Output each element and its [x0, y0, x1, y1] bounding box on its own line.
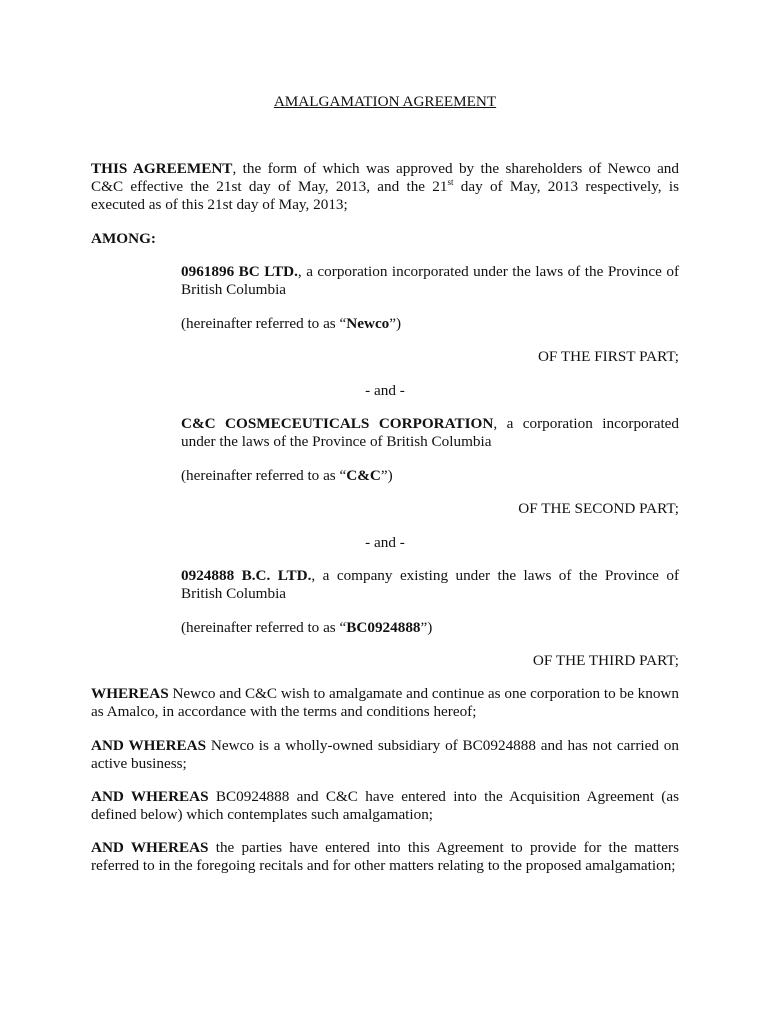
recital-paragraph: AND WHEREAS Newco is a wholly-owned subsidiary of BC0924888 and has not carried on active business;	[91, 737, 679, 772]
party-description: 0961896 BC LTD., a corporation incorporated under the laws of the Province of British Columbia	[181, 263, 679, 298]
recital-paragraph: AND WHEREAS BC0924888 and C&C have entered into the Acquisition Agreement (as defined below) which contemplates such amalgamation;	[91, 788, 679, 823]
party-part-label: OF THE THIRD PART;	[532, 652, 679, 669]
intro-text: , the form of which was approved by the shareholders of Newco and C&C effective the 21st day of May, 2013, and the 21	[91, 160, 679, 195]
party-reference: (hereinafter referred to as “BC0924888”)	[181, 619, 433, 636]
party-name: C&C COSMECEUTICALS CORPORATION	[181, 415, 494, 432]
party-name: 0961896 BC LTD.	[181, 263, 298, 280]
party-reference: (hereinafter referred to as “C&C”)	[181, 467, 393, 484]
recital-lead: AND WHEREAS	[91, 839, 209, 856]
intro-lead: THIS AGREEMENT	[91, 160, 233, 177]
party-short-name: BC0924888	[346, 619, 421, 636]
recital-lead: AND WHEREAS	[91, 737, 207, 754]
recital-paragraph: AND WHEREAS the parties have entered into this Agreement to provide for the matters referred to in the foregoing recitals and for other matters relating to the proposed amalgamation;	[91, 839, 679, 874]
party-description: C&C COSMECEUTICALS CORPORATION, a corporation incorporated under the laws of the Province of British Columbia	[181, 415, 679, 450]
among-label: AMONG:	[91, 230, 156, 247]
ordinal-suffix: st	[447, 177, 454, 187]
recital-lead: WHEREAS	[91, 685, 169, 702]
party-short-name: C&C	[346, 467, 381, 484]
page-title: AMALGAMATION AGREEMENT	[273, 93, 497, 110]
intro-paragraph	[91, 160, 679, 214]
recital-paragraph: WHEREAS Newco and C&C wish to amalgamate and continue as one corporation to be known as Amalco, in accordance with the terms and conditions hereof;	[91, 685, 679, 720]
party-reference: (hereinafter referred to as “Newco”)	[181, 315, 402, 332]
recital-lead: AND WHEREAS	[91, 788, 209, 805]
party-part-label: OF THE SECOND PART;	[518, 500, 679, 517]
party-part-label: OF THE FIRST PART;	[537, 348, 679, 365]
party-short-name: Newco	[346, 315, 390, 332]
separator-and: - and -	[365, 382, 405, 399]
intro-text-continued: day of May, 2013 respectively, is executed as of this 21st day of May, 2013;	[91, 178, 679, 213]
party-description: 0924888 B.C. LTD., a company existing under the laws of the Province of British Columbia	[181, 567, 679, 602]
separator-and: - and -	[365, 534, 405, 551]
party-name: 0924888 B.C. LTD.	[181, 567, 312, 584]
